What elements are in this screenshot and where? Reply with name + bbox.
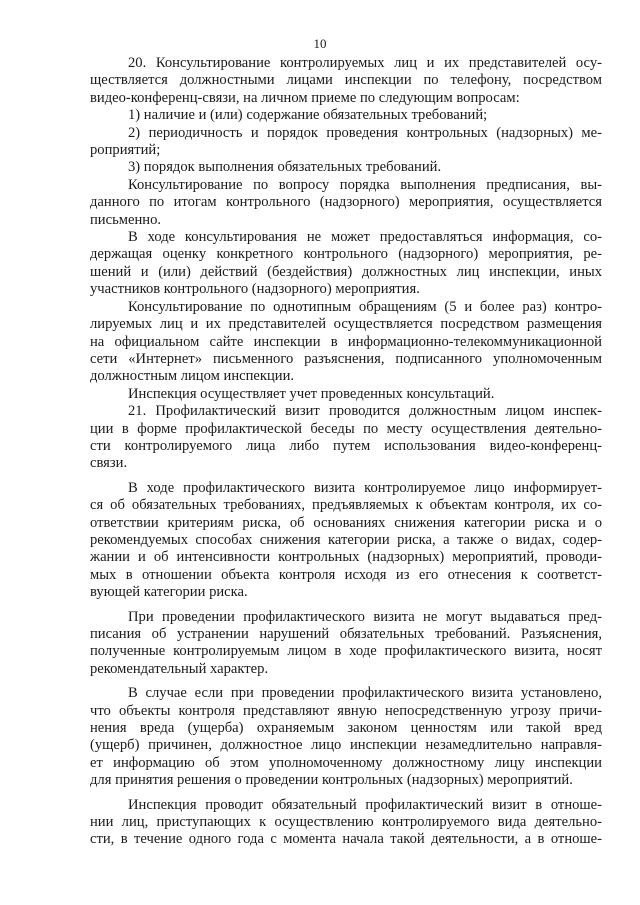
text-line <box>90 831 602 848</box>
text-line-content: 3) порядок выполнения обязательных требований. <box>128 159 442 176</box>
text-line-content: видео-конференц-связи, на личном приеме по следующим вопросам: <box>90 89 520 106</box>
text-line <box>90 403 602 420</box>
text-line-content: рекомендательный характер. <box>90 660 269 677</box>
text-line-content: ции в форме профилактической беседы по месту осуществления деятельно- <box>90 420 602 437</box>
text-line <box>90 316 602 333</box>
text-line <box>90 609 602 626</box>
text-line-content: ся об обязательных требованиях, предъявляемых к объектам контроля, их со- <box>90 497 602 514</box>
text-line-content: 20. Консультирование контролируемых лиц и их представителей осу- <box>128 55 602 71</box>
text-line-content: В ходе консультирования не может предоставляться информация, со- <box>128 229 602 246</box>
text-line <box>90 72 602 89</box>
paragraph-gap <box>90 678 602 685</box>
text-line <box>90 386 602 403</box>
text-line <box>90 194 602 211</box>
paragraph-p20-7 <box>90 386 602 403</box>
text-line <box>90 584 602 601</box>
text-line-content: сти, в течение одного года с момента начала такой деятельности, а в отноше- <box>90 831 602 848</box>
text-line <box>90 229 602 246</box>
text-line-content: на официальном сайте инспекции в информационно-телекоммуникационной <box>90 333 602 350</box>
text-line <box>90 532 602 549</box>
text-line-content: участников контрольного (надзорного) мероприятия. <box>90 281 420 298</box>
text-line <box>90 334 602 351</box>
text-line <box>90 438 602 455</box>
text-line-content: связи. <box>90 455 128 472</box>
text-line-content: сти контролируемого лица либо путем использования видео-конференц- <box>90 437 602 454</box>
text-line-content: сети «Интернет» письменного разъяснения, подписанного уполномоченным <box>90 350 602 367</box>
text-line <box>90 177 602 194</box>
text-line-content: При проведении профилактического визита не могут выдаваться пред- <box>128 608 602 625</box>
text-line-content: лируемых лиц и их представителей осуществляется посредством размещения <box>90 316 602 333</box>
text-line <box>90 814 602 831</box>
text-line <box>90 264 602 281</box>
paragraph-p21 <box>90 403 602 473</box>
text-line-content: 2) периодичность и порядок проведения контрольных (надзорных) ме- <box>128 124 602 141</box>
text-line <box>90 497 602 514</box>
paragraph-p21-2 <box>90 609 602 679</box>
text-line <box>90 737 602 754</box>
text-line-content: В случае если при проведении профилактического визита установлено, <box>128 685 602 702</box>
text-line <box>90 685 602 702</box>
text-line-content: ет информацию об этом уполномоченному должностному лицу инспекции <box>90 754 602 771</box>
text-line-content: мых в отношении объекта контроля исходя из его отнесения к соответст- <box>90 566 602 583</box>
paragraph-gap <box>90 473 602 480</box>
text-line <box>90 480 602 497</box>
paragraph-p20-3 <box>90 159 602 176</box>
paragraph-p20-5 <box>90 229 602 299</box>
paragraph-gap <box>90 790 602 797</box>
text-line-content: жании и об интенсивности контрольных (надзорных) мероприятий, проводи- <box>90 549 602 566</box>
paragraph-p20 <box>90 55 602 107</box>
page-number: 10 <box>313 36 327 51</box>
text-line <box>90 142 602 159</box>
text-line-content: писания об устранении нарушений обязательных требований. Разъяснения, <box>90 626 602 642</box>
text-line <box>90 107 602 124</box>
text-line <box>90 455 602 472</box>
text-line <box>90 703 602 720</box>
text-line <box>90 772 602 789</box>
text-line-content: что объекты контроля представляют явную непосредственную угрозу причи- <box>90 702 602 719</box>
text-line-content: шений и (или) действий (бездействия) должностных лиц инспекции, иных <box>90 263 602 280</box>
text-line <box>90 246 602 263</box>
paragraph-p20-1 <box>90 107 602 124</box>
text-line <box>90 421 602 438</box>
paragraph-gap <box>90 602 602 609</box>
text-line-content: данного по итогам контрольного (надзорного) мероприятия, осуществляется <box>90 194 602 211</box>
text-line <box>90 159 602 176</box>
text-line-content: нии лиц, приступающих к осуществлению контролируемого вида деятельно- <box>90 814 602 831</box>
text-line-content: нения вреда (ущерба) охраняемым законом ценностям или такой вред <box>90 720 602 737</box>
text-line <box>90 643 602 660</box>
text-line-content: письменно. <box>90 211 162 228</box>
text-line-content: В ходе профилактического визита контролируемое лицо информирует- <box>128 479 602 496</box>
text-line <box>90 90 602 107</box>
text-line <box>90 55 602 72</box>
text-line <box>90 661 602 678</box>
text-line-content: для принятия решения о проведении контрольных (надзорных) мероприятий. <box>90 772 573 789</box>
text-line-content: Инспекция осуществляет учет проведенных консультаций. <box>128 385 495 402</box>
text-line-content: держащая оценку конкретного контрольного (надзорного) мероприятия, ре- <box>90 246 602 263</box>
text-line <box>90 549 602 566</box>
text-line-content: рекомендуемых способах снижения категории риска, а также о видах, содер- <box>90 531 602 548</box>
paragraph-p21-1 <box>90 480 602 602</box>
text-line-content: ответствии критериям риска, об основаниях снижения категории риска и о <box>90 514 602 531</box>
text-line <box>90 351 602 368</box>
text-line-content: Консультирование по однотипным обращениям (5 и более раз) контро- <box>128 298 602 315</box>
text-line-content: вующей категории риска. <box>90 584 248 601</box>
text-line-content: 1) наличие и (или) содержание обязательных требований; <box>128 107 488 124</box>
paragraph-p21-4 <box>90 797 602 849</box>
text-line <box>90 797 602 814</box>
paragraph-p20-2 <box>90 125 602 160</box>
text-line <box>90 515 602 532</box>
text-line-content: роприятий; <box>90 142 161 159</box>
text-line-content: 21. Профилактический визит проводится должностным лицом инспек- <box>128 403 602 420</box>
paragraph-p20-4 <box>90 177 602 229</box>
text-line-content: Инспекция проводит обязательный профилактический визит в отноше- <box>128 796 602 813</box>
text-line <box>90 720 602 737</box>
text-line <box>90 125 602 142</box>
paragraph-p21-3 <box>90 685 602 789</box>
text-line-content: Консультирование по вопросу порядка выполнения предписания, вы- <box>128 176 602 193</box>
text-line-content: полученные контролируемым лицом в ходе профилактического визита, носят <box>90 643 602 660</box>
text-line <box>90 567 602 584</box>
text-line <box>90 626 602 643</box>
text-line-content: (ущерб) причинен, должностное лицо инспекции незамедлительно направля- <box>90 737 602 754</box>
text-line <box>90 299 602 316</box>
paragraph-p20-6 <box>90 299 602 386</box>
text-line-content: ществляется должностными лицами инспекции по телефону, посредством <box>90 72 602 89</box>
text-line <box>90 755 602 772</box>
text-line <box>90 281 602 298</box>
document-body <box>90 55 602 849</box>
text-line <box>90 212 602 229</box>
text-line-content: должностным лицом инспекции. <box>90 368 295 385</box>
text-line <box>90 368 602 385</box>
